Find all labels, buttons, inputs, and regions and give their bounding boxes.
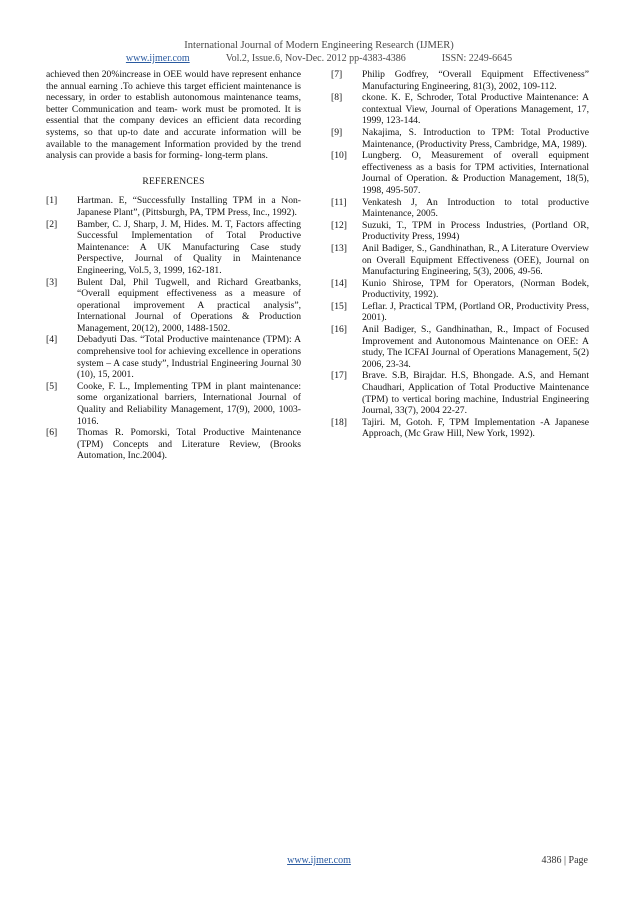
reference-number: [5] bbox=[46, 380, 58, 392]
reference-text: Bamber, C. J, Sharp, J. M, Hides. M. T, Factors affecting Successful Implementation of Total Productive Maintenance: A UK Manufacturing Case study Perspective, Journal of Quality in Maintenance Engineering, Vol.5, 3, 1999, 162-181. bbox=[77, 218, 301, 276]
left-column bbox=[46, 69, 301, 462]
conclusion-paragraph: achieved then 20%increase in OEE would have represent enhance the annual earning .To achieve this target efficient maintenance is necessary, in order to establish autonomous maintenance teams, better Communication and team- work must be promoted. It is essential that the company devices an efficient data recording systems, so that up-to date and accurate information will be available to the management Information provided by the trend analysis can provide a basis for forming- long-term plans. bbox=[46, 69, 301, 162]
footer-website-link[interactable]: www.ijmer.com bbox=[287, 855, 351, 866]
reference-item bbox=[331, 69, 589, 92]
reference-item bbox=[331, 197, 589, 220]
reference-text: Tajiri. M, Gotoh. F, TPM Implementation -A Japanese Approach, (Mc Graw Hill, New York, 1992). bbox=[362, 416, 589, 440]
reference-number: [18] bbox=[331, 416, 347, 428]
reference-text: Brave. S.B, Birajdar. H.S, Bhongade. A.S, and Hemant Chaudhari, Application of Total Productive Maintenance (TPM) to vertical boring machine, Industrial Engineering Journal, 33(7), 2004 22-27. bbox=[362, 370, 589, 417]
reference-item bbox=[46, 195, 301, 218]
reference-text: Anil Badiger, S., Gandhinathan, R., Impact of Focused Improvement and Autonomous Maintenance on OEE: A study, The ICFAI Journal of Operations Management, 5(2) 2006, 23-34. bbox=[362, 324, 589, 370]
reference-number: [2] bbox=[46, 218, 58, 230]
reference-text: Hartman. E, “Successfully Installing TPM in a Non-Japanese Plant”, (Pittsburgh, PA, TPM Press, Inc., 1992). bbox=[77, 195, 301, 218]
reference-item bbox=[331, 220, 589, 243]
reference-item bbox=[46, 219, 301, 277]
reference-number: [8] bbox=[331, 92, 343, 104]
reference-item bbox=[331, 150, 589, 196]
issn: ISSN: 2249-6645 bbox=[441, 53, 513, 64]
reference-number: [16] bbox=[331, 324, 347, 336]
reference-item bbox=[331, 370, 589, 416]
reference-number: [6] bbox=[46, 427, 58, 439]
reference-text: Nakajima, S. Introduction to TPM: Total Productive Maintenance, (Productivity Press, Cambridge, MA, 1989). bbox=[362, 126, 589, 150]
journal-title: International Journal of Modern Engineering Research (IJMER) bbox=[184, 40, 454, 51]
reference-item bbox=[46, 427, 301, 462]
header-info-line bbox=[0, 53, 638, 64]
reference-number: [14] bbox=[331, 277, 347, 289]
references-heading: REFERENCES bbox=[142, 175, 205, 187]
reference-number: [17] bbox=[331, 370, 347, 382]
reference-text: Anil Badiger, S., Gandhinathan, R., A Literature Overview on Overall Equipment Effectiveness (OEE), Journal on Manufacturing Engineering, 5(3), 2006, 49-56. bbox=[362, 242, 589, 278]
reference-text: Cooke, F. L., Implementing TPM in plant maintenance: some organizational barriers, International Journal of Quality and Reliability Management, 17(9), 2000, 1003-1016. bbox=[77, 380, 301, 427]
reference-number: [9] bbox=[331, 126, 343, 138]
reference-number: [10] bbox=[331, 150, 347, 162]
reference-number: [11] bbox=[331, 196, 347, 208]
page-number: 4386 | Page bbox=[541, 855, 588, 866]
header-website-link[interactable]: www.ijmer.com bbox=[125, 53, 190, 64]
reference-item bbox=[331, 243, 589, 278]
volume-info: Vol.2, Issue.6, Nov-Dec. 2012 pp-4383-4386 bbox=[225, 53, 406, 64]
reference-number: [13] bbox=[331, 242, 347, 254]
reference-item bbox=[46, 381, 301, 427]
reference-number: [1] bbox=[46, 195, 58, 207]
reference-text: Philip Godfrey, “Overall Equipment Effectiveness” Manufacturing Engineering, 81(3), 2002, 109-112. bbox=[362, 69, 589, 92]
reference-text: Venkatesh J, An Introduction to total productive Maintenance, 2005. bbox=[362, 196, 589, 220]
reference-item bbox=[331, 324, 589, 370]
reference-number: [12] bbox=[331, 219, 347, 231]
reference-text: Suzuki, T., TPM in Process Industries, (Portland OR, Productivity Press, 1994) bbox=[362, 219, 589, 243]
reference-number: [7] bbox=[331, 69, 343, 80]
reference-text: Thomas R. Pomorski, Total Productive Maintenance (TPM) Concepts and Literature Review, (Brooks Automation, Inc.2004). bbox=[77, 427, 301, 462]
reference-text: Kunio Shirose, TPM for Operators, (Norman Bodek, Productivity, 1992). bbox=[362, 277, 589, 301]
reference-text: ckone. K. E, Schroder, Total Productive Maintenance: A contextual View, Journal of Operations Management, 17, 1999, 123-144. bbox=[362, 92, 589, 127]
reference-item bbox=[331, 278, 589, 301]
reference-text: Lungberg. O, Measurement of overall equipment effectiveness as a basis for TPM activities, International Journal of Operation. & Production Management, 18(5), 1998, 495-507. bbox=[362, 150, 589, 196]
reference-text: Bulent Dal, Phil Tugwell, and Richard Greatbanks, “Overall equipment effectiveness as a measure of operational improvement A practical analysis”, International Journal of Operations & Production Management, 20(12), 2000, 1488-1502. bbox=[77, 276, 301, 334]
reference-text: Leflar. J, Practical TPM, (Portland OR, Productivity Press, 2001). bbox=[362, 300, 589, 324]
reference-item bbox=[331, 417, 589, 440]
reference-item bbox=[46, 334, 301, 380]
reference-item bbox=[331, 127, 589, 150]
reference-item bbox=[331, 92, 589, 127]
reference-item bbox=[46, 277, 301, 335]
reference-number: [4] bbox=[46, 334, 58, 346]
reference-text: Debadyuti Das. “Total Productive maintenance (TPM): A comprehensive tool for achieving excellence in operations system – A case study”, Industrial Engineering Journal 30 (10), 15, 2001. bbox=[77, 334, 301, 381]
reference-item bbox=[331, 301, 589, 324]
reference-number: [15] bbox=[331, 300, 347, 312]
reference-number: [3] bbox=[46, 276, 58, 288]
right-column bbox=[331, 69, 589, 440]
